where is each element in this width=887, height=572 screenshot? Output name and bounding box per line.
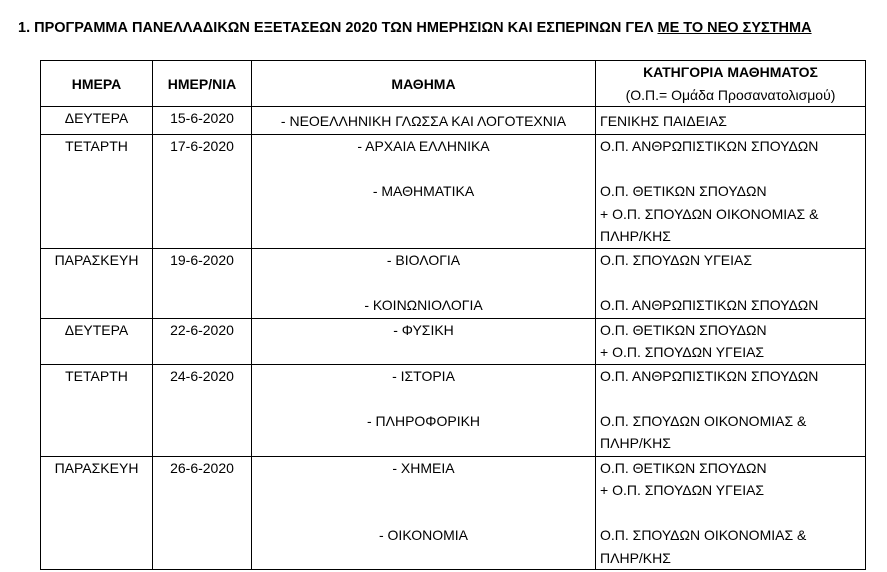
row-date: 15-6-2020 bbox=[153, 107, 252, 135]
document-title bbox=[18, 20, 812, 36]
subject-line: - ΜΑΘΗΜΑΤΙΚΑ bbox=[372, 183, 475, 199]
table-row bbox=[41, 318, 866, 364]
category-line: + Ο.Π. ΣΠΟΥΔΩΝ ΥΓΕΙΑΣ bbox=[600, 482, 765, 498]
category-line: ΠΛΗΡ/ΚΗΣ bbox=[600, 228, 671, 244]
subject-line: - ΙΣΤΟΡΙΑ bbox=[392, 367, 455, 384]
subject-line: - ΟΙΚΟΝΟΜΙΑ bbox=[378, 527, 469, 543]
row-subject bbox=[252, 107, 596, 135]
row-category bbox=[596, 364, 866, 456]
subject-line: - ΒΙΟΛΟΓΙΑ bbox=[386, 251, 461, 268]
row-day: ΠΑΡΑΣΚΕΥΗ bbox=[41, 456, 153, 570]
category-line: Ο.Π. ΑΝΘΡΩΠΙΣΤΙΚΩΝ ΣΠΟΥΔΩΝ bbox=[600, 367, 819, 384]
header-category-note: (Ο.Π.= Ομάδα Προσανατολισμού) bbox=[625, 86, 836, 103]
category-line: Ο.Π. ΑΝΘΡΩΠΙΣΤΙΚΩΝ ΣΠΟΥΔΩΝ bbox=[600, 138, 819, 154]
table-row bbox=[41, 248, 866, 318]
row-subject bbox=[252, 364, 596, 456]
row-category bbox=[596, 456, 866, 570]
title-main-text: 1. ΠΡΟΓΡΑΜΜΑ ΠΑΝΕΛΛΑΔΙΚΩΝ ΕΞΕΤΑΣΕΩΝ 2020 ΤΩΝ ΗΜΕΡΗΣΙΩΝ ΚΑΙ ΕΣΠΕΡΙΝΩΝ ΓΕΛ bbox=[18, 20, 658, 36]
row-day: ΤΕΤΑΡΤΗ bbox=[41, 364, 153, 456]
header-date: ΗΜΕΡ/ΝΙΑ bbox=[153, 61, 252, 107]
category-line: ΠΛΗΡ/ΚΗΣ bbox=[600, 435, 671, 451]
category-line: Ο.Π. ΑΝΘΡΩΠΙΣΤΙΚΩΝ ΣΠΟΥΔΩΝ bbox=[600, 296, 819, 313]
subject-line: - ΚΟΙΝΩΝΙΟΛΟΓΙΑ bbox=[364, 296, 483, 313]
subject-line: - ΠΛΗΡΟΦΟΡΙΚΗ bbox=[366, 412, 481, 429]
subject-line: - ΧΗΜΕΙΑ bbox=[392, 459, 455, 476]
category-line: ΠΛΗΡ/ΚΗΣ bbox=[600, 549, 671, 566]
subject-line: - ΝΕΟΕΛΛΗΝΙΚΗ ΓΛΩΣΣΑ ΚΑΙ ΛΟΓΟΤΕΧΝΙΑ bbox=[280, 113, 567, 129]
table-row bbox=[41, 135, 866, 249]
category-line: Ο.Π. ΘΕΤΙΚΩΝ ΣΠΟΥΔΩΝ bbox=[600, 459, 767, 476]
category-line: Ο.Π. ΣΠΟΥΔΩΝ ΟΙΚΟΝΟΜΙΑΣ & bbox=[600, 527, 807, 543]
row-subject bbox=[252, 135, 596, 249]
row-subject bbox=[252, 456, 596, 570]
row-day: ΔΕΥΤΕΡΑ bbox=[41, 318, 153, 364]
row-date: 17-6-2020 bbox=[153, 135, 252, 249]
row-date: 19-6-2020 bbox=[153, 248, 252, 318]
row-date: 22-6-2020 bbox=[153, 318, 252, 364]
category-line: + Ο.Π. ΣΠΟΥΔΩΝ ΟΙΚΟΝΟΜΙΑΣ & bbox=[600, 205, 819, 222]
category-line: Ο.Π. ΘΕΤΙΚΩΝ ΣΠΟΥΔΩΝ bbox=[600, 321, 767, 338]
exam-schedule-table bbox=[40, 60, 866, 570]
row-category bbox=[596, 318, 866, 364]
category-line: Ο.Π. ΘΕΤΙΚΩΝ ΣΠΟΥΔΩΝ bbox=[600, 183, 767, 199]
category-line: Ο.Π. ΣΠΟΥΔΩΝ ΥΓΕΙΑΣ bbox=[600, 251, 753, 268]
row-date: 24-6-2020 bbox=[153, 364, 252, 456]
row-day: ΔΕΥΤΕΡΑ bbox=[41, 107, 153, 135]
row-category bbox=[596, 248, 866, 318]
row-subject bbox=[252, 248, 596, 318]
header-day: ΗΜΕΡΑ bbox=[41, 61, 153, 107]
header-category bbox=[596, 61, 866, 107]
title-underlined-text: ΜΕ ΤΟ ΝΕΟ ΣΥΣΤΗΜΑ bbox=[657, 20, 812, 36]
row-day: ΤΕΤΑΡΤΗ bbox=[41, 135, 153, 249]
category-line: Ο.Π. ΣΠΟΥΔΩΝ ΟΙΚΟΝΟΜΙΑΣ & bbox=[600, 412, 807, 429]
row-category bbox=[596, 135, 866, 249]
row-category bbox=[596, 107, 866, 135]
table-row bbox=[41, 456, 866, 570]
category-line: + Ο.Π. ΣΠΟΥΔΩΝ ΥΓΕΙΑΣ bbox=[600, 344, 765, 360]
subject-line: - ΦΥΣΙΚΗ bbox=[393, 321, 454, 338]
row-date: 26-6-2020 bbox=[153, 456, 252, 570]
header-subject: ΜΑΘΗΜΑ bbox=[252, 61, 596, 107]
table-header-row bbox=[41, 61, 866, 107]
category-line: ΓΕΝΙΚΗΣ ΠΑΙΔΕΙΑΣ bbox=[600, 113, 727, 129]
row-day: ΠΑΡΑΣΚΕΥΗ bbox=[41, 248, 153, 318]
row-subject bbox=[252, 318, 596, 364]
header-category-title: ΚΑΤΗΓΟΡΙΑ ΜΑΘΗΜΑΤΟΣ bbox=[643, 64, 818, 80]
subject-line: - ΑΡΧΑΙΑ ΕΛΛΗΝΙΚΑ bbox=[357, 138, 490, 154]
table-row bbox=[41, 107, 866, 135]
table-row bbox=[41, 364, 866, 456]
